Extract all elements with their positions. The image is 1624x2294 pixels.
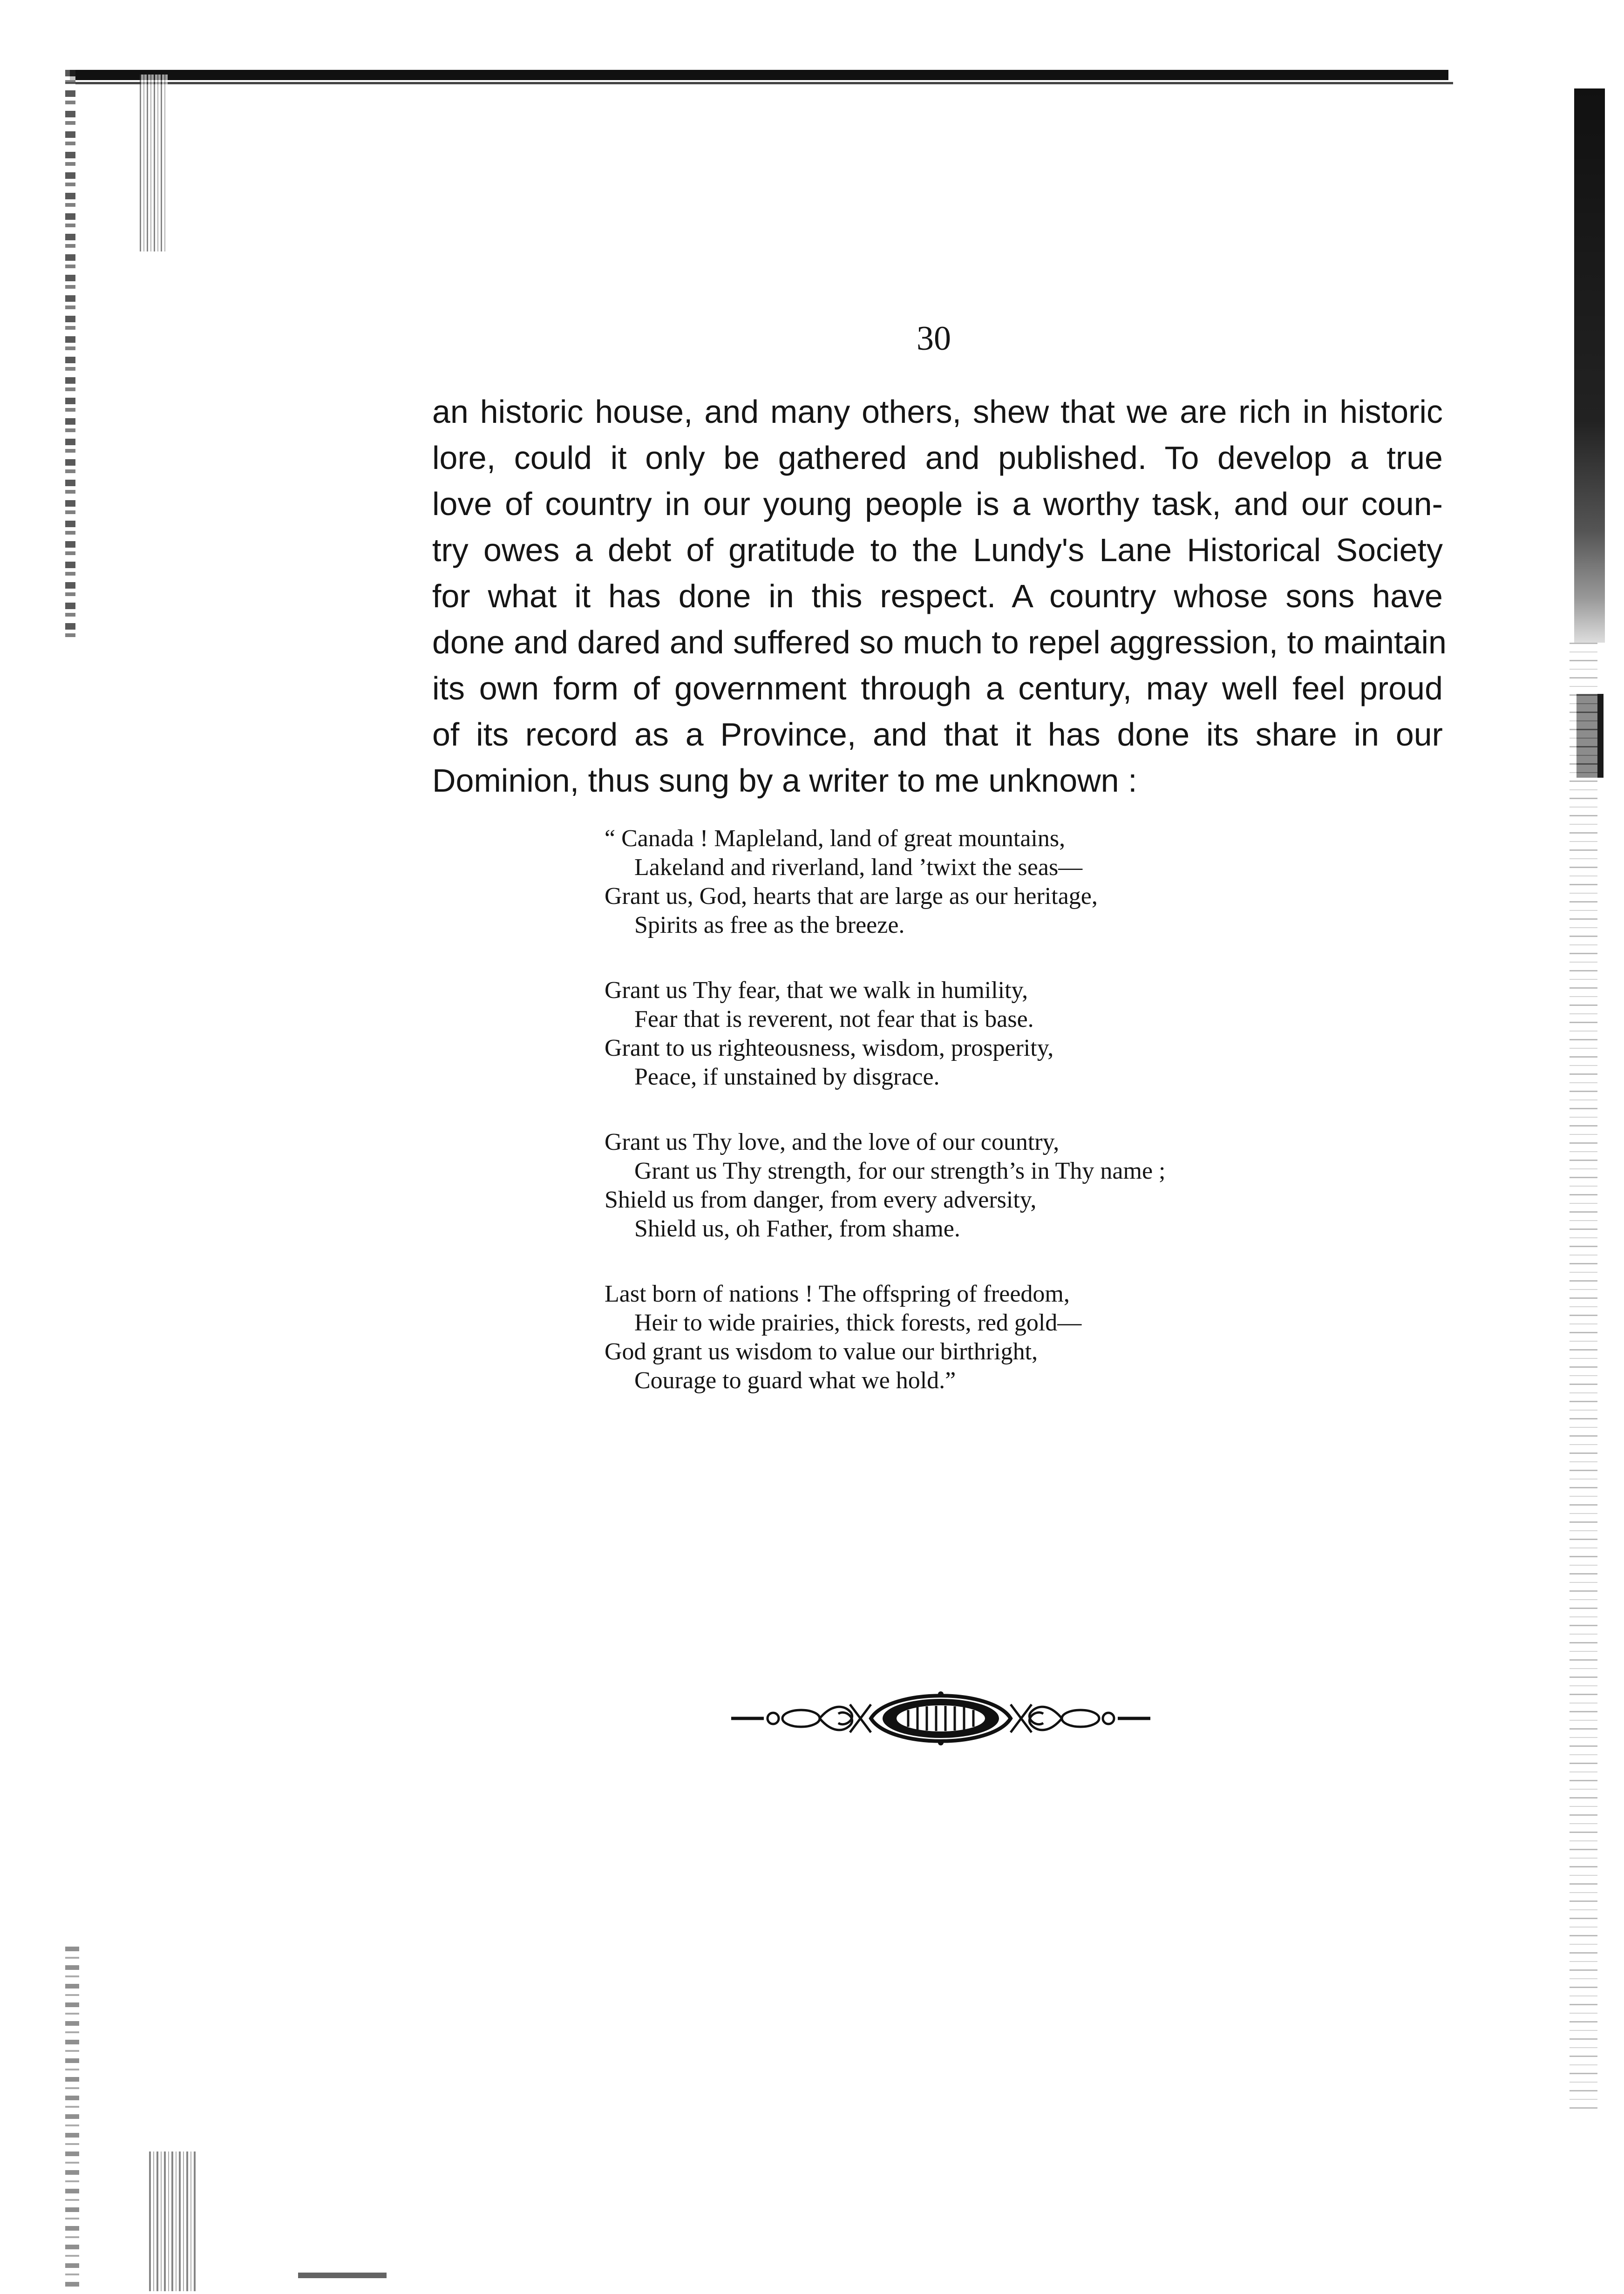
paragraph-line: an historic house, and many others, shew that we are rich in historic [432,394,1443,430]
poem-stanza [605,1280,1350,1395]
page-number: 30 [917,319,951,358]
scan-left-lower-edge [65,1947,79,2291]
poem-line: Shield us, oh Father, from shame. [634,1215,960,1242]
paragraph-line: lore, could it only be gathered and published. To develop a true [432,440,1443,476]
poem-line: Heir to wide prairies, thick forests, red gold— [634,1310,1082,1336]
poem-line: Lakeland and riverland, land ’twixt the seas— [634,854,1083,881]
poem-line: Peace, if unstained by disgrace. [634,1064,940,1090]
scan-top-rule [70,70,1448,80]
scan-bottom-smudge [298,2273,387,2278]
paragraph-line: its own form of government through a century, may well feel proud [432,670,1443,706]
poem-line: Last born of nations ! The offspring of freedom, [605,1281,1070,1307]
poem-stanza [605,824,1350,940]
poem-stanza [605,1128,1350,1243]
poem-line: “ Canada ! Mapleland, land of great mountains, [605,825,1066,852]
body-paragraph [432,389,1447,804]
poem-line: Spirits as free as the breeze. [634,912,905,938]
decorative-tailpiece-ornament [731,1676,1150,1760]
scan-left-edge [65,70,75,638]
paragraph-line: of its record as a Province, and that it has done its share in our [432,716,1443,753]
paragraph-line: Dominion, thus sung by a writer to me unknown : [432,762,1137,799]
scan-top-rule-shadow [65,82,1453,84]
poem-line: God grant us wisdom to value our birthright, [605,1338,1038,1365]
paragraph-line: love of country in our young people is a worthy task, and our coun- [432,486,1443,522]
poem-line: Fear that is reverent, not fear that is base. [634,1006,1034,1032]
poem-line: Courage to guard what we hold.” [634,1367,956,1394]
poem-line: Grant us Thy love, and the love of our country, [605,1129,1060,1155]
poem-line: Shield us from danger, from every adversity, [605,1187,1037,1213]
paragraph-line: try owes a debt of gratitude to the Lundy's Lane Historical Society [432,532,1443,568]
scan-right-edge-speckle [1570,643,1597,2110]
scan-left-binding-marks [140,75,168,251]
paragraph-line: done and dared and suffered so much to repel aggression, to maintain [432,624,1447,660]
scan-left-bottom-marks [149,2151,196,2291]
poem [605,824,1350,1432]
scan-right-edge-shadow [1574,88,1605,643]
poem-line: Grant to us righteousness, wisdom, prosperity, [605,1035,1054,1061]
paragraph-line: for what it has done in this respect. A country whose sons have [432,578,1443,614]
poem-line: Grant us, God, hearts that are large as our heritage, [605,883,1098,909]
poem-stanza [605,976,1350,1092]
poem-line: Grant us Thy strength, for our strength’s in Thy name ; [634,1158,1166,1184]
poem-line: Grant us Thy fear, that we walk in humility, [605,977,1028,1004]
